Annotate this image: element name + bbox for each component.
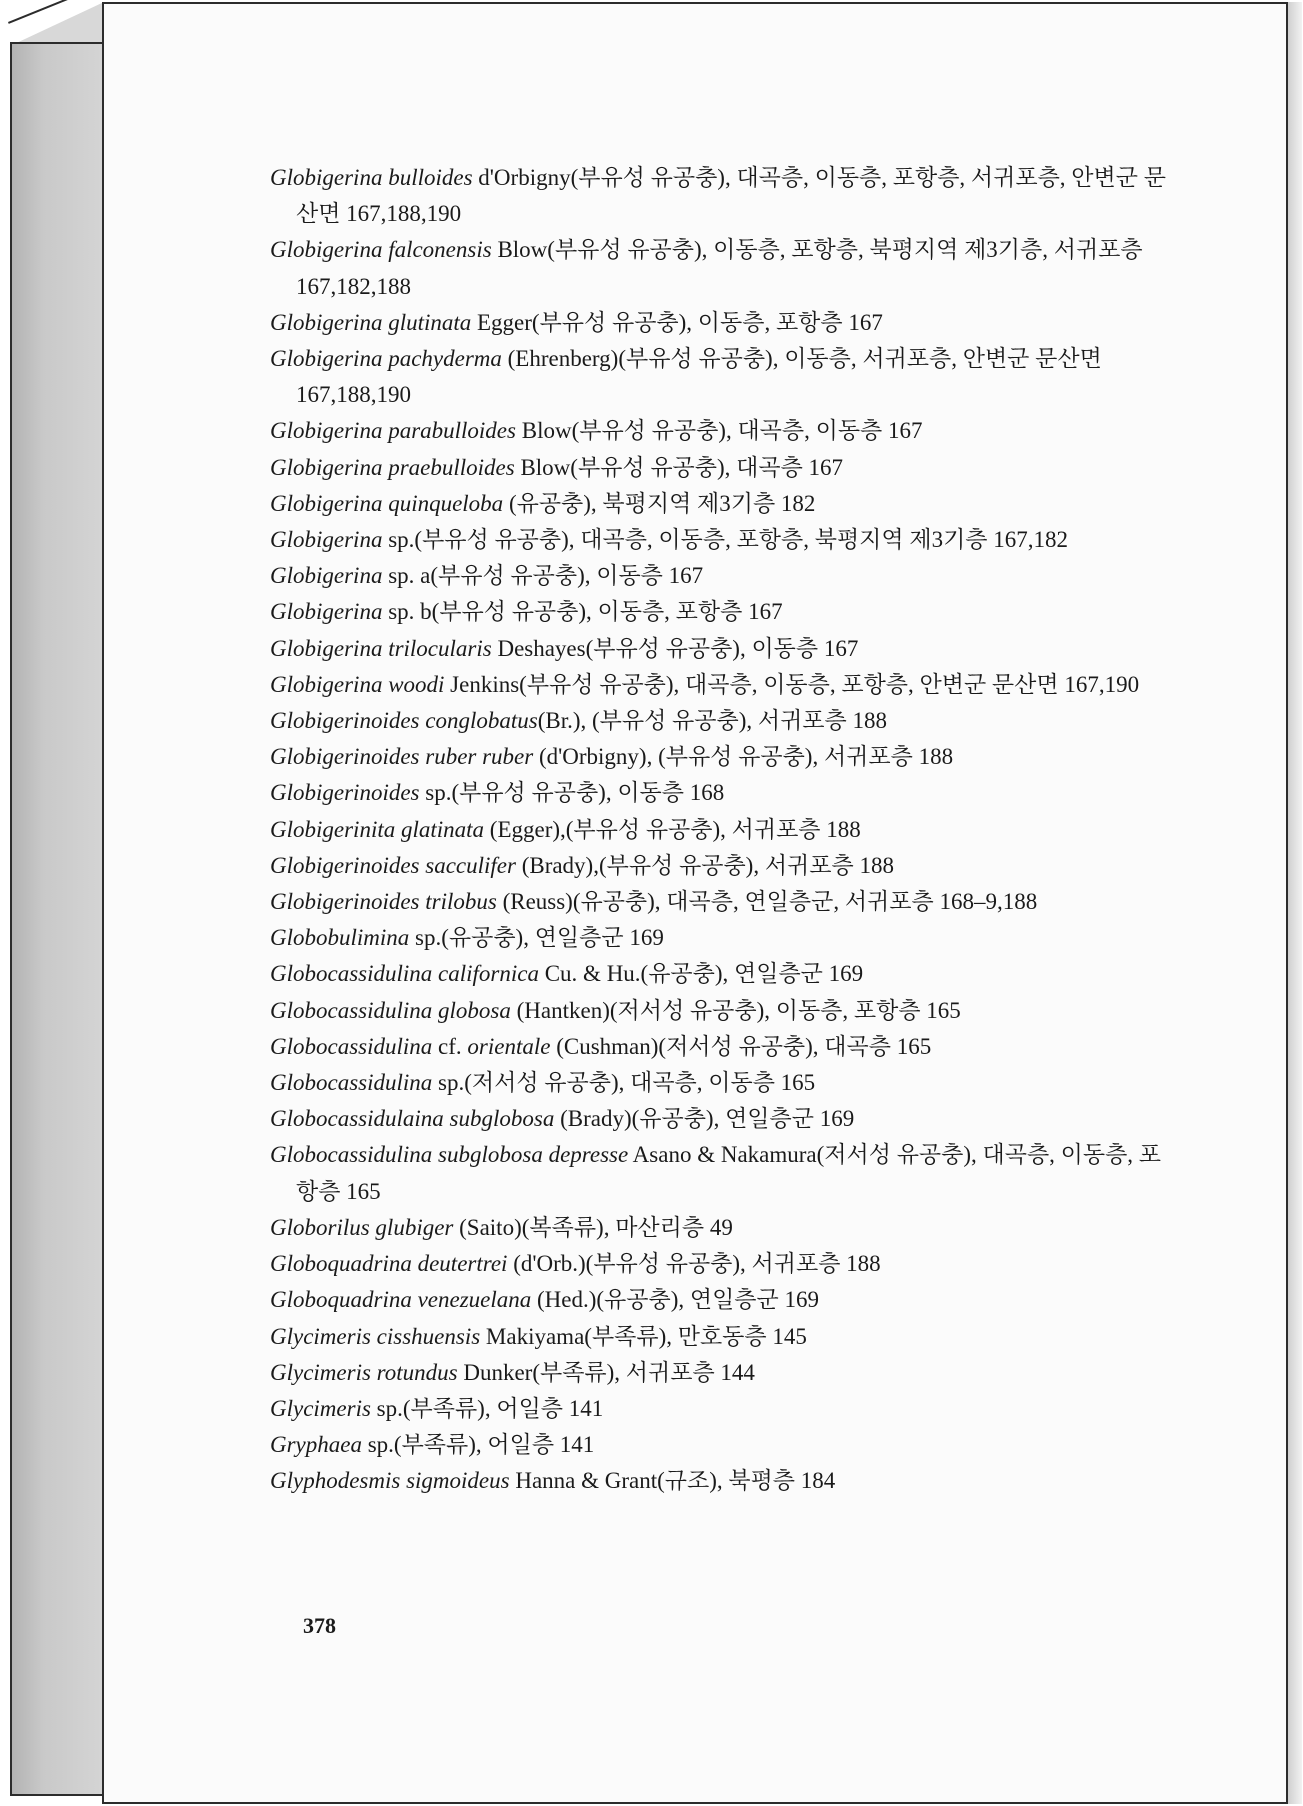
index-entry [270, 594, 1170, 630]
entry-details: sp.(부족류), 어일층 141 [370, 1395, 604, 1421]
scientific-name: Globigerina quinqueloba [270, 490, 504, 516]
index-entry [270, 631, 1170, 667]
entry-details: sp. a(부유성 유공충), 이동층 167 [382, 563, 704, 589]
index-entry [270, 1391, 1170, 1427]
scientific-name: Globocassidulaina subglobosa [270, 1106, 555, 1132]
scientific-name: Glyphodesmis sigmoideus [270, 1468, 510, 1494]
index-entry [270, 1210, 1170, 1246]
entry-details: Blow(부유성 유공충), 대곡층, 이동층 167 [515, 418, 923, 444]
index-entry [270, 739, 1170, 775]
scientific-name: Globigerina bulloides [270, 165, 473, 190]
entry-details: sp.(저서성 유공충), 대곡층, 이동층 165 [432, 1070, 816, 1096]
index-entry [270, 703, 1170, 739]
index-entry [270, 1137, 1170, 1209]
scientific-name: Globigerinoides sacculifer [270, 852, 516, 878]
scientific-name-qualifier: orientale [467, 1033, 551, 1059]
entry-details: (Hantken)(저서성 유공충), 이동층, 포항층 165 [510, 997, 961, 1023]
entry-details: sp.(부유성 유공충), 이동층 168 [419, 780, 725, 806]
index-entry [270, 884, 1170, 920]
scientific-name: Globigerinita glatinata [270, 816, 485, 842]
scientific-name: Globigerina falconensis [270, 237, 492, 263]
scientific-name: Gryphaea [270, 1432, 362, 1458]
entry-details: Blow(부유성 유공충), 대곡층 167 [514, 454, 844, 480]
entry-details: (d'Orb.)(부유성 유공충), 서귀포층 188 [507, 1251, 881, 1277]
entry-details: sp.(유공충), 연일층군 169 [409, 925, 664, 951]
entry-details: (Ehrenberg)(부유성 유공충), 이동층, 서귀포층, 안변군 문산면 167,188,190 [296, 346, 1102, 408]
entry-details: Dunker(부족류), 서귀포층 144 [457, 1359, 755, 1385]
entry-details: (Brady)(유공충), 연일층군 169 [554, 1106, 855, 1132]
index-entry [270, 920, 1170, 956]
entry-details: sp.(부유성 유공충), 대곡층, 이동층, 포항층, 북평지역 제3기층 167,182 [382, 527, 1069, 553]
index-entry [270, 160, 1170, 232]
index-entry [270, 232, 1170, 304]
index-entry [270, 305, 1170, 341]
index-entry [270, 1355, 1170, 1391]
scientific-name: Glycimeris rotundus [270, 1359, 458, 1385]
index-entry [270, 486, 1170, 522]
entry-details-continued: (Cushman)(저서성 유공충), 대곡층 165 [550, 1033, 932, 1059]
index-entry [270, 558, 1170, 594]
index-entry [270, 1463, 1170, 1499]
entry-details: (Hed.)(유공충), 연일층군 169 [531, 1287, 819, 1313]
scientific-name: Globoquadrina deutertrei [270, 1251, 508, 1277]
scientific-name: Globigerina praebulloides [270, 454, 515, 480]
scientific-name: Globocassidulina [270, 1033, 433, 1059]
page-edge-shadow [1288, 2, 1302, 1804]
entry-details: (Brady),(부유성 유공충), 서귀포층 188 [515, 852, 894, 878]
entry-details: Deshayes(부유성 유공충), 이동층 167 [491, 635, 859, 661]
index-entry [270, 812, 1170, 848]
scientific-name: Globigerina parabulloides [270, 418, 516, 444]
scientific-name: Globobulimina [270, 925, 410, 951]
entry-details: cf. [432, 1033, 468, 1059]
entry-details: d'Orbigny(부유성 유공충), 대곡층, 이동층, 포항층, 서귀포층, 안변군 문산면 167,188,190 [296, 165, 1166, 227]
scientific-name: Globigerina glutinata [270, 309, 472, 335]
index-entry [270, 775, 1170, 811]
index-entry [270, 993, 1170, 1029]
index-entry [270, 848, 1170, 884]
scientific-name: Globigerina woodi [270, 671, 445, 697]
index-entry [270, 413, 1170, 449]
book-spine-top [10, 2, 104, 46]
entry-details: Jenkins(부유성 유공충), 대곡층, 이동층, 포항층, 안변군 문산면 167,190 [444, 671, 1140, 697]
entry-details: Cu. & Hu.(유공충), 연일층군 169 [538, 961, 864, 987]
book-spine [10, 42, 102, 1796]
index-entry [270, 1427, 1170, 1463]
scientific-name: Globocassidulina subglobosa depresse [270, 1142, 629, 1168]
scientific-name: Globigerinoides ruber ruber [270, 744, 534, 770]
entry-details: (Reuss)(유공충), 대곡층, 연일층군, 서귀포층 168–9,188 [496, 889, 1038, 915]
index-entry [270, 1319, 1170, 1355]
entry-details: sp. b(부유성 유공충), 이동층, 포항층 167 [382, 599, 783, 625]
scientific-name: Globigerina pachyderma [270, 346, 502, 372]
scientific-name: Globorilus glubiger [270, 1214, 454, 1240]
entry-details: (유공충), 북평지역 제3기층 182 [503, 490, 816, 516]
index-entry [270, 1246, 1170, 1282]
scientific-name: Globigerinoides trilobus [270, 889, 497, 915]
entry-details: (Br.), (부유성 유공충), 서귀포층 188 [537, 708, 887, 734]
scientific-name: Globigerinoides [270, 780, 420, 806]
scientific-name: Glycimeris cisshuensis [270, 1323, 481, 1349]
scientific-name: Globoquadrina venezuelana [270, 1287, 532, 1313]
index-entry [270, 667, 1170, 703]
index-entry [270, 1065, 1170, 1101]
entry-details: (Egger),(부유성 유공충), 서귀포층 188 [484, 816, 861, 842]
index-entry [270, 1282, 1170, 1318]
index-entry [270, 341, 1170, 413]
index-entry [270, 1101, 1170, 1137]
index-entry [270, 522, 1170, 558]
index-entry [270, 1029, 1170, 1065]
scientific-name: Globigerina [270, 563, 383, 589]
scientific-name: Globocassidulina californica [270, 961, 539, 987]
scientific-name: Globigerinoides conglobatus [270, 708, 538, 734]
scientific-name: Globocassidulina [270, 1070, 433, 1096]
entry-details: (Saito)(복족류), 마산리층 49 [453, 1214, 733, 1240]
entry-details: sp.(부족류), 어일층 141 [361, 1432, 595, 1458]
scientific-name: Glycimeris [270, 1395, 371, 1421]
index-entry-list [270, 160, 1170, 1500]
index-entry [270, 956, 1170, 992]
scientific-name: Globigerina [270, 527, 383, 553]
entry-details: Asano & Nakamura(저서성 유공충), 대곡층, 이동층, 포항층 165 [296, 1142, 1162, 1204]
index-entry [270, 450, 1170, 486]
entry-details: Hanna & Grant(규조), 북평층 184 [509, 1468, 836, 1494]
entry-details: Blow(부유성 유공충), 이동층, 포항층, 북평지역 제3기층, 서귀포층 167,182,188 [296, 237, 1143, 299]
entry-details: (d'Orbigny), (부유성 유공충), 서귀포층 188 [533, 744, 954, 770]
scientific-name: Globigerina trilocularis [270, 635, 492, 661]
scientific-name: Globigerina [270, 599, 383, 625]
page-number: 378 [303, 1613, 336, 1638]
entry-details: Makiyama(부족류), 만호동층 145 [480, 1323, 807, 1349]
scientific-name: Globocassidulina globosa [270, 997, 511, 1023]
entry-details: Egger(부유성 유공충), 이동층, 포항층 167 [471, 309, 883, 335]
